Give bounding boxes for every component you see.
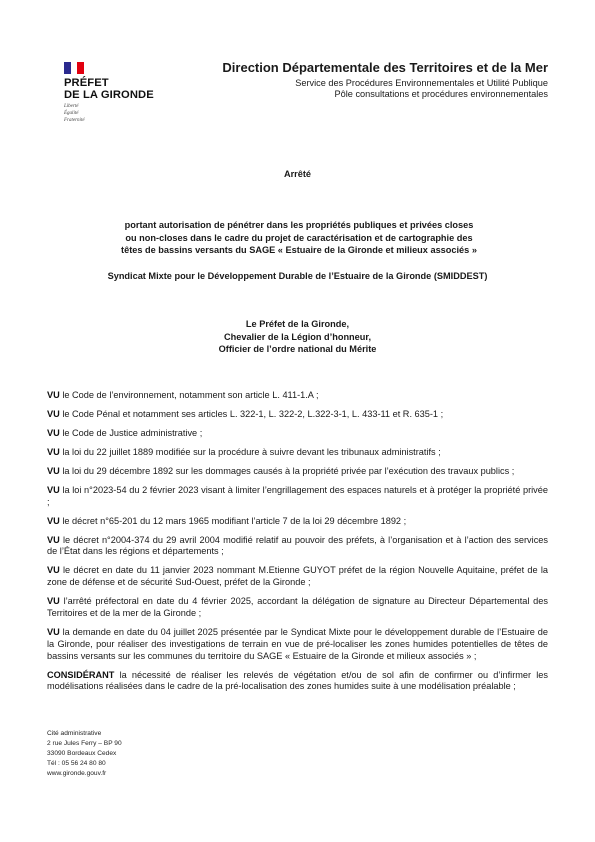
visa-paragraph <box>47 485 548 509</box>
motto-fraternite: Fraternité <box>64 118 85 123</box>
footer-line: 2 rue Jules Ferry – BP 90 <box>47 740 122 748</box>
visa-text: le Code de l’environnement, notamment son article L. 411-1.A ; <box>62 390 319 400</box>
visa-text: la loi du 22 juillet 1889 modifiée sur la procédure à suivre devant les tribunaux administratifs ; <box>62 446 441 457</box>
footer-line: Cité administrative <box>47 730 102 737</box>
considerant-text: la nécessité de réaliser les relevés de végétation et/ou de sol afin de confirmer ou d’infirmer les modélisations réalisées dans le cadre de la pré-localisation des zones humides suite à une modélisation préalable ; <box>47 669 548 692</box>
direction-subtitle <box>295 78 548 100</box>
document-type: Arrêté <box>283 169 312 179</box>
visa-keyword: VU <box>47 446 60 457</box>
direction-title: Direction Départementale des Territoires et de la Mer <box>222 60 548 75</box>
prefet-logo-text <box>64 77 154 101</box>
footer-line: Tél : 05 56 24 80 80 <box>47 760 106 768</box>
visa-text: le Code Pénal et notamment ses articles L. 322-1, L. 322-2, L.322-3-1, L. 433-11 et R. 635-1 ; <box>62 408 444 419</box>
visa-keyword: VU <box>47 627 60 638</box>
visa-keyword: VU <box>47 390 60 400</box>
visa-text: la demande en date du 04 juillet 2025 présentée par le Syndicat Mixte pour le développement durable de l’Estuaire de la Gironde, pour réaliser des investigations de terrain en vue de pré-localiser les zones humides potentielles de têtes de bassins versants sur les communes du territoire du SAGE « Estuaire de la Gironde et milieux associés » ; <box>47 627 548 661</box>
prefet-title-line: Chevalier de la Légion d’honneur, <box>223 331 372 342</box>
visa-paragraph <box>47 409 548 421</box>
visa-paragraph <box>47 428 548 440</box>
arrete-objet <box>62 219 536 257</box>
visa-paragraph <box>47 535 548 559</box>
visa-paragraph <box>47 447 548 459</box>
prefet-title-line: Le Préfet de la Gironde, <box>245 319 350 329</box>
visa-keyword: VU <box>47 565 60 576</box>
visa-text: la loi n°2023-54 du 2 février 2023 visant à limiter l’engrillagement des espaces naturels et à protéger la propriété privée ; <box>47 484 548 507</box>
logo-line-2: DE LA GIRONDE <box>64 89 154 101</box>
visa-keyword: VU <box>47 427 60 438</box>
visa-paragraph <box>47 596 548 620</box>
visa-keyword: VU <box>47 515 60 526</box>
considerant-paragraph <box>47 670 548 694</box>
footer-website: www.gironde.gouv.fr <box>47 770 107 778</box>
objet-line: ou non-closes dans le cadre du projet de caractérisation et de cartographie des <box>125 232 473 243</box>
republic-motto <box>64 103 85 124</box>
marianne-flag-logo <box>64 62 84 74</box>
visa-text: la loi du 29 décembre 1892 sur les dommages causés à la propriété privée par l’exécution des travaux publics ; <box>62 465 515 476</box>
visa-text: le décret en date du 11 janvier 2023 nommant M.Etienne GUYOT préfet de la région Nouvelle Aquitaine, préfet de la zone de défense et de sécurité Sud-Ouest, préfet de la Gironde ; <box>47 565 548 588</box>
visa-keyword: VU <box>47 465 60 476</box>
prefet-title-line: Officier de l’ordre national du Mérite <box>218 344 377 354</box>
service-name: Service des Procédures Environnementales et Utilité Publique <box>295 78 548 88</box>
visa-keyword: VU <box>47 484 60 495</box>
visa-text: le Code de Justice administrative ; <box>62 427 203 438</box>
visa-paragraph <box>47 466 548 478</box>
visa-paragraph <box>47 627 548 662</box>
objet-line: portant autorisation de pénétrer dans les propriétés publiques et privées closes <box>124 220 474 230</box>
motto-liberte: Liberté <box>64 104 79 109</box>
visa-text: le décret n°65-201 du 12 mars 1965 modifiant l’article 7 de la loi 29 décembre 1892 ; <box>62 515 407 526</box>
visa-paragraph <box>47 390 548 402</box>
visa-text: le décret n°2004-374 du 29 avril 2004 modifié relatif au pouvoir des préfets, à l’organisation et à l’action des services de l’État dans les régions et départements ; <box>47 534 548 557</box>
prefet-titles <box>100 318 495 356</box>
visa-keyword: VU <box>47 534 60 545</box>
footer-line: 33090 Bordeaux Cedex <box>47 750 117 758</box>
syndicat-name: Syndicat Mixte pour le Développement Durable de l’Estuaire de la Gironde (SMIDDEST) <box>107 271 488 281</box>
visa-paragraph <box>47 516 548 528</box>
motto-egalite: Égalité <box>64 111 79 116</box>
visas-list <box>47 390 548 700</box>
visa-keyword: VU <box>47 408 60 419</box>
pole-name: Pôle consultations et procédures environnementales <box>334 89 548 99</box>
logo-line-1: PRÉFET <box>64 77 109 89</box>
footer-address <box>47 729 122 779</box>
visa-paragraph <box>47 565 548 589</box>
objet-line: têtes de bassins versants du SAGE « Estuaire de la Gironde et milieux associés » <box>121 245 477 255</box>
visa-text: l’arrêté préfectoral en date du 4 février 2025, accordant la délégation de signature au Directeur Départemental des Territoires et de la mer de la Gironde ; <box>47 596 548 619</box>
considerant-keyword: CONSIDÉRANT <box>47 669 115 680</box>
visa-keyword: VU <box>47 596 60 607</box>
